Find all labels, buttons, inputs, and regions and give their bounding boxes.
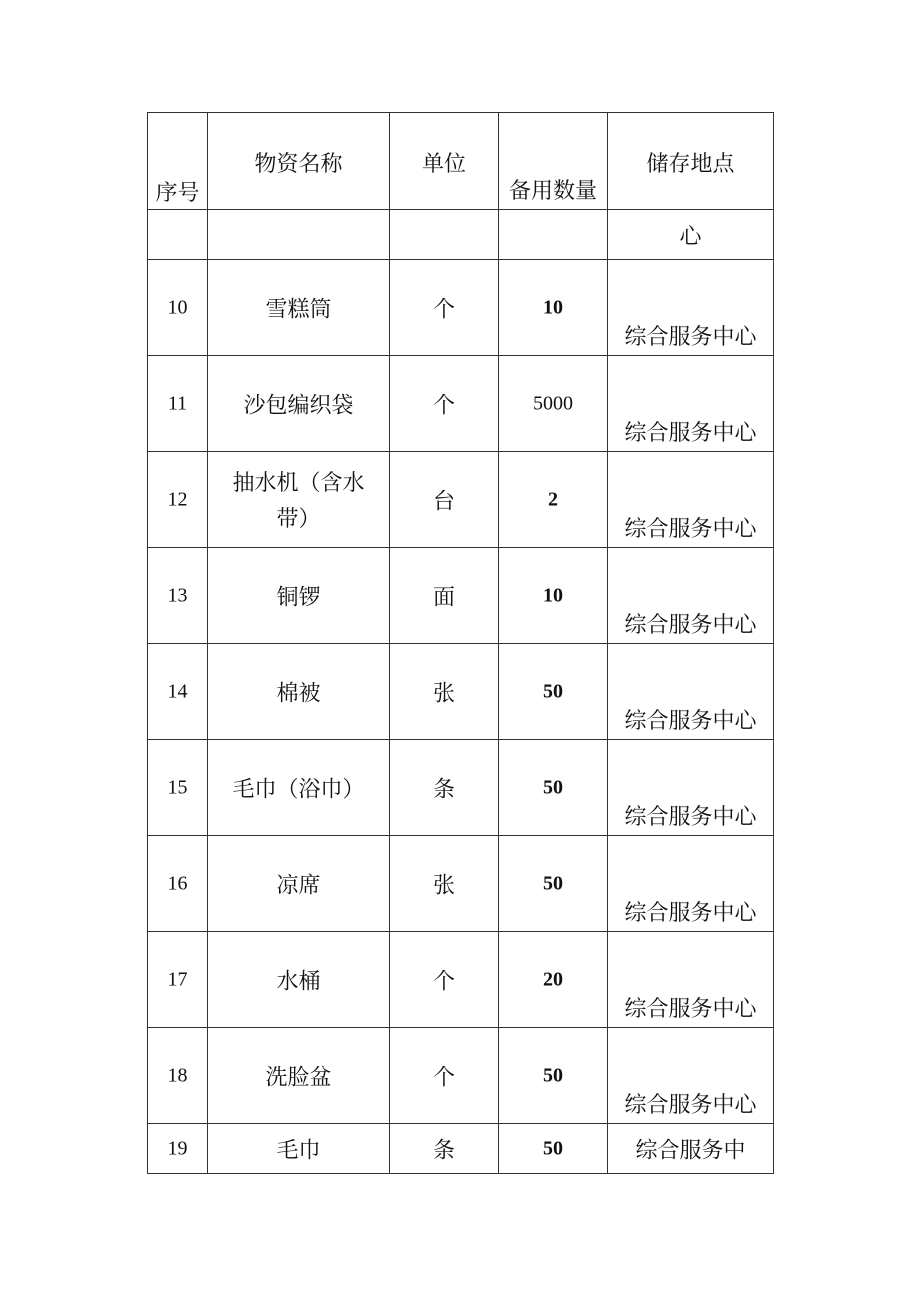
row-seq: 11 <box>167 392 188 414</box>
row-seq: 19 <box>167 1137 188 1159</box>
row-unit: 面 <box>432 585 455 610</box>
header-cell-location <box>608 113 774 210</box>
row-qty: 50 <box>543 872 563 894</box>
row-name <box>208 466 389 538</box>
row-unit: 台 <box>432 489 455 514</box>
row-location: 综合服务中心 <box>624 997 757 1022</box>
row-name: 铜锣 <box>276 585 321 610</box>
row-seq: 12 <box>167 488 188 510</box>
row-unit: 条 <box>432 1138 455 1163</box>
row-unit: 张 <box>432 681 455 706</box>
row-location: 综合服务中心 <box>624 1093 757 1118</box>
header-row <box>148 113 774 210</box>
header-cell-seq <box>148 113 208 210</box>
table-row <box>148 1124 774 1174</box>
row-name: 雪糕筒 <box>265 297 332 322</box>
table-row <box>148 836 774 932</box>
header-unit: 单位 <box>421 152 466 177</box>
row-name: 沙包编织袋 <box>243 393 354 418</box>
table-row <box>148 932 774 1028</box>
row-seq: 15 <box>167 776 188 798</box>
row-unit: 条 <box>432 777 455 802</box>
row-location: 综合服务中心 <box>624 709 757 734</box>
header-cell-name <box>208 113 390 210</box>
row-qty: 50 <box>543 680 563 702</box>
row-qty: 2 <box>548 488 558 510</box>
row-location: 综合服务中心 <box>624 613 757 638</box>
row-location: 综合服务中 <box>635 1138 746 1163</box>
row-location: 综合服务中心 <box>624 805 757 830</box>
supplies-table <box>147 112 774 1174</box>
row-qty: 20 <box>543 968 563 990</box>
row-unit: 个 <box>432 969 455 994</box>
table-row <box>148 548 774 644</box>
header-qty: 备用数量 <box>508 179 597 204</box>
row-seq: 18 <box>167 1064 188 1086</box>
row-location: 综合服务中心 <box>624 901 757 926</box>
row-name: 棉被 <box>276 681 321 706</box>
row-qty: 50 <box>543 1064 563 1086</box>
continuation-text: 心 <box>679 224 702 249</box>
row-seq: 10 <box>167 296 188 318</box>
table-row <box>148 644 774 740</box>
row-name: 毛巾 <box>276 1138 321 1163</box>
table-row <box>148 1028 774 1124</box>
row-unit: 张 <box>432 873 455 898</box>
row-name: 洗脸盆 <box>265 1065 332 1090</box>
row-unit: 个 <box>432 393 455 418</box>
row-unit: 个 <box>432 1065 455 1090</box>
table-row <box>148 452 774 548</box>
row-qty: 10 <box>543 584 563 606</box>
header-name: 物资名称 <box>254 152 343 177</box>
row-seq: 13 <box>167 584 188 606</box>
row-seq: 17 <box>167 968 188 990</box>
header-cell-unit <box>390 113 499 210</box>
row-name-line1: 抽水机（含水 <box>232 471 365 496</box>
row-seq: 14 <box>167 680 188 702</box>
row-name: 凉席 <box>276 873 321 898</box>
header-cell-qty <box>499 113 608 210</box>
row-unit: 个 <box>432 297 455 322</box>
row-seq: 16 <box>167 872 188 894</box>
row-name-line2: 带） <box>276 507 321 532</box>
row-qty: 50 <box>543 776 563 798</box>
row-location: 综合服务中心 <box>624 421 757 446</box>
row-name: 水桶 <box>276 969 321 994</box>
header-seq: 序号 <box>155 181 200 206</box>
row-location: 综合服务中心 <box>624 325 757 350</box>
table-row <box>148 260 774 356</box>
continuation-row <box>148 210 774 260</box>
row-location: 综合服务中心 <box>624 517 757 542</box>
table-row <box>148 356 774 452</box>
row-qty: 10 <box>543 296 563 318</box>
row-name: 毛巾（浴巾） <box>232 777 365 802</box>
row-qty: 5000 <box>533 392 573 414</box>
header-location: 储存地点 <box>646 152 735 177</box>
table-row <box>148 740 774 836</box>
row-qty: 50 <box>543 1137 563 1159</box>
